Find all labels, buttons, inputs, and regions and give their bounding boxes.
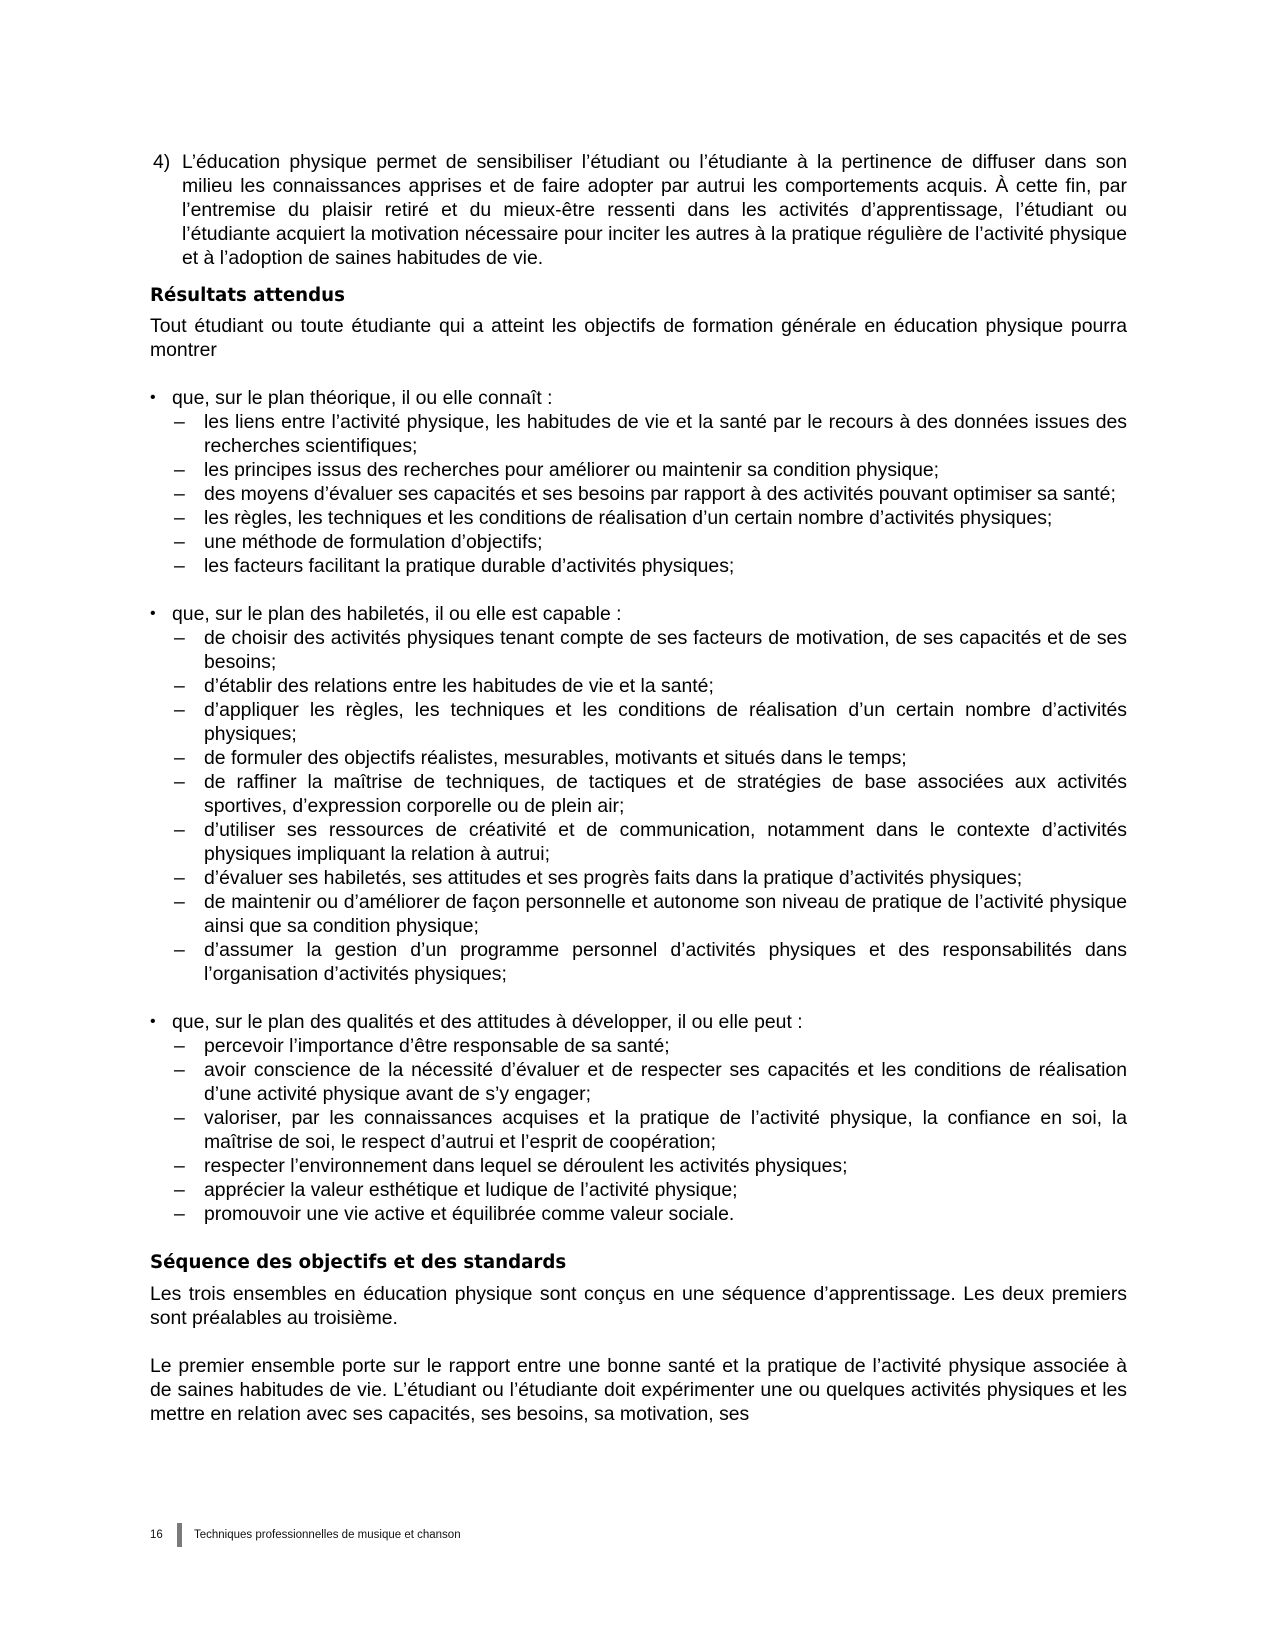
sequence-heading: Séquence des objectifs et des standards [150,1252,567,1273]
group-lead-text: que, sur le plan théorique, il ou elle connaît : [172,387,553,409]
dash-icon: – [174,747,185,769]
dash-icon: – [174,1155,185,1177]
footer-divider [177,1523,182,1547]
dash-icon: – [174,555,185,577]
dash-icon: – [174,699,185,721]
sequence-paragraph-2: Le premier ensemble porte sur le rapport entre une bonne santé et la pratique de l’activité physique associée à de saines habitudes de vie. L’étudiant ou l’étudiante doit expérimenter une ou quelques activités physiques et les mettre en relation avec ses capacités, ses besoins, sa motivation, ses [150,1355,1127,1425]
dash-icon: – [174,891,185,913]
footer-title: Techniques professionnelles de musique et chanson [194,1529,461,1541]
dash-icon: – [174,531,185,553]
list-item [150,866,1127,890]
document-page [150,150,1127,1426]
group-lead-text: que, sur le plan des qualités et des attitudes à développer, il ou elle peut : [172,1011,803,1033]
numbered-item-4 [150,150,1127,270]
item-number: 4) [153,151,171,173]
list-item [150,938,1127,986]
sub-list [150,410,1127,578]
results-group [150,386,1127,578]
group-lead [150,602,1127,626]
list-item-text: d’établir des relations entre les habitudes de vie et la santé; [204,675,714,697]
dash-icon: – [174,771,185,793]
list-item-text: les règles, les techniques et les conditions de réalisation d’un certain nombre d’activités physiques; [204,507,1053,529]
list-item-text: de raffiner la maîtrise de techniques, de tactiques et de stratégies de base associées aux activités sportives, d’expression corporelle ou de plein air; [204,771,1127,817]
dash-icon: – [174,459,185,481]
list-item-text: des moyens d’évaluer ses capacités et ses besoins par rapport à des activités pouvant optimiser sa santé; [204,483,1116,505]
dash-icon: – [174,411,185,433]
list-item [150,890,1127,938]
list-item-text: valoriser, par les connaissances acquises et la pratique de l’activité physique, la confiance en soi, la maîtrise de soi, le respect d’autrui et l’esprit de coopération; [204,1107,1127,1153]
list-item-text: les facteurs facilitant la pratique durable d’activités physiques; [204,555,735,577]
list-item-text: apprécier la valeur esthétique et ludique de l’activité physique; [204,1179,738,1201]
dash-icon: – [174,483,185,505]
dash-icon: – [174,1179,185,1201]
list-item [150,698,1127,746]
list-item-text: respecter l’environnement dans lequel se déroulent les activités physiques; [204,1155,848,1177]
list-item-text: les principes issus des recherches pour améliorer ou maintenir sa condition physique; [204,459,940,481]
list-item [150,674,1127,698]
list-item-text: d’évaluer ses habiletés, ses attitudes et ses progrès faits dans la pratique d’activités physiques; [204,867,1023,889]
list-item [150,746,1127,770]
dash-icon: – [174,939,185,961]
list-item [150,1202,1127,1226]
list-item-text: d’appliquer les règles, les techniques et les conditions de réalisation d’un certain nombre d’activités physiques; [204,699,1127,745]
list-item [150,1106,1127,1154]
results-group [150,602,1127,986]
list-item-text: de maintenir ou d’améliorer de façon personnelle et autonome son niveau de pratique de l’activité physique ainsi que sa condition physique; [204,891,1127,937]
dash-icon: – [174,627,185,649]
list-item [150,1154,1127,1178]
list-item [150,554,1127,578]
dash-icon: – [174,867,185,889]
group-lead [150,1010,1127,1034]
bullet-icon: • [150,389,156,406]
dash-icon: – [174,675,185,697]
group-lead-text: que, sur le plan des habiletés, il ou elle est capable : [172,603,622,625]
list-item [150,482,1127,506]
list-item [150,458,1127,482]
sub-list [150,626,1127,986]
bullet-icon: • [150,605,156,622]
list-item [150,410,1127,458]
dash-icon: – [174,1035,185,1057]
list-item [150,1034,1127,1058]
list-item-text: d’utiliser ses ressources de créativité et de communication, notamment dans le contexte d’activités physiques impliquant la relation à autrui; [204,819,1127,865]
results-group [150,1010,1127,1226]
sequence-paragraph-1: Les trois ensembles en éducation physique sont conçus en une séquence d’apprentissage. Les deux premiers sont préalables au troisième. [150,1283,1127,1329]
sub-list [150,1034,1127,1226]
dash-icon: – [174,1059,185,1081]
bullet-icon: • [150,1013,156,1030]
list-item-text: les liens entre l’activité physique, les habitudes de vie et la santé par le recours à des données issues des recherches scientifiques; [204,411,1127,457]
dash-icon: – [174,507,185,529]
group-lead [150,386,1127,410]
list-item-text: de formuler des objectifs réalistes, mesurables, motivants et situés dans le temps; [204,747,907,769]
list-item-text: d’assumer la gestion d’un programme personnel d’activités physiques et des responsabilités dans l’organisation d’activités physiques; [204,939,1127,985]
list-item [150,530,1127,554]
list-item-text: une méthode de formulation d’objectifs; [204,531,543,553]
dash-icon: – [174,819,185,841]
list-item-text: avoir conscience de la nécessité d’évaluer et de respecter ses capacités et les conditions de réalisation d’une activité physique avant de s’y engager; [204,1059,1127,1105]
dash-icon: – [174,1107,185,1129]
page-number: 16 [150,1529,163,1541]
list-item [150,626,1127,674]
results-intro: Tout étudiant ou toute étudiante qui a atteint les objectifs de formation générale en éducation physique pourra montrer [150,315,1127,361]
results-heading: Résultats attendus [150,285,345,306]
list-item [150,1178,1127,1202]
results-groups [150,386,1127,1226]
list-item [150,1058,1127,1106]
list-item-text: promouvoir une vie active et équilibrée comme valeur sociale. [204,1203,735,1225]
list-item [150,506,1127,530]
list-item-text: percevoir l’importance d’être responsable de sa santé; [204,1035,670,1057]
list-item [150,818,1127,866]
list-item [150,770,1127,818]
dash-icon: – [174,1203,185,1225]
list-item-text: de choisir des activités physiques tenant compte de ses facteurs de motivation, de ses capacités et de ses besoins; [204,627,1127,673]
item-text: L’éducation physique permet de sensibiliser l’étudiant ou l’étudiante à la pertinence de diffuser dans son milieu les connaissances apprises et de faire adopter par autrui les comportements acquis. À cette fin, par l’entremise du plaisir retiré et du mieux-être ressenti dans les activités d’apprentissage, l’étudiant ou l’étudiante acquiert la motivation nécessaire pour inciter les autres à la pratique régulière de l’activité physique et à l’adoption de saines habitudes de vie. [182,151,1127,269]
